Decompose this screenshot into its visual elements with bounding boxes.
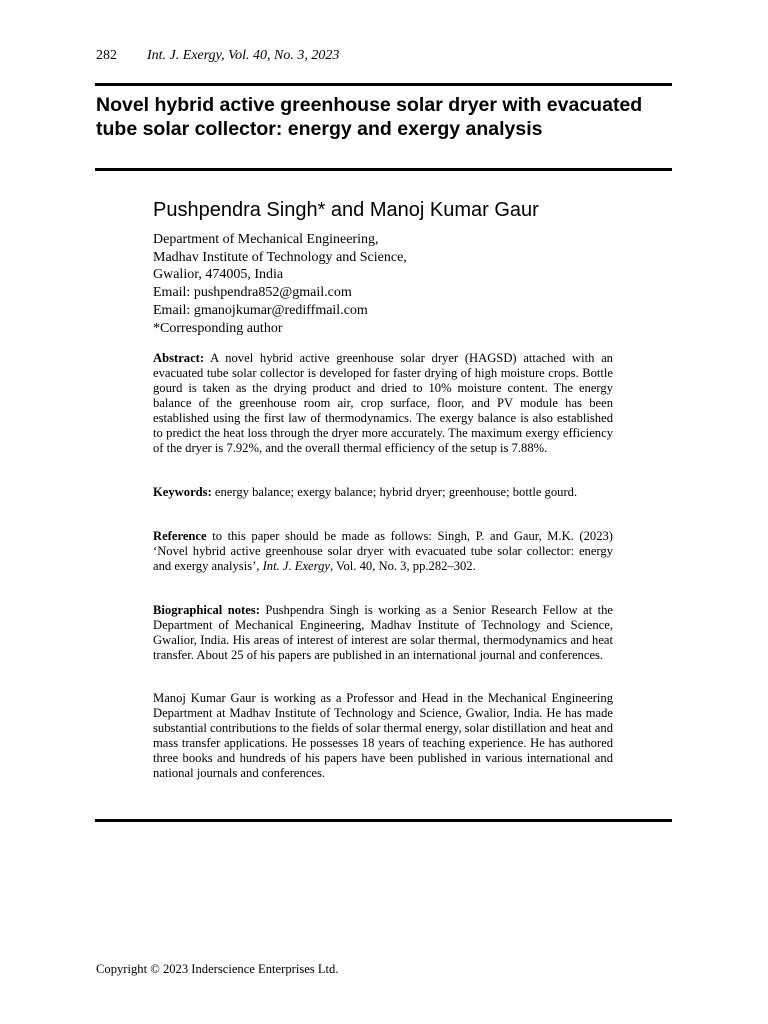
corresponding-author-note: *Corresponding author	[153, 320, 283, 336]
reference-volume: , Vol. 40, No. 3, pp.282–302.	[329, 559, 476, 573]
affiliation-block	[153, 231, 407, 337]
reference-label: Reference	[153, 529, 207, 543]
running-header	[96, 47, 339, 65]
paper-title: Novel hybrid active greenhouse solar dryer with evacuated tube solar collector: energy and exergy analysis	[96, 94, 643, 140]
biographical-notes	[153, 603, 613, 663]
affiliation-institute: Madhav Institute of Technology and Science,	[153, 249, 407, 265]
title-bottom-rule	[95, 168, 672, 171]
keywords-label: Keywords:	[153, 485, 212, 499]
journal-citation: Int. J. Exergy, Vol. 40, No. 3, 2023	[147, 48, 340, 63]
abstract	[153, 351, 613, 456]
biographical-text: Pushpendra Singh is working as a Senior Research Fellow at the Department of Mechanical Engineering, Madhav Institute of Technology and Science, Gwalior, India. His areas of interest of interest are solar thermal, thermodynamics and heat transfer. About 25 of his papers are published in an international journal and conferences.	[153, 603, 613, 662]
biographical-label: Biographical notes:	[153, 603, 260, 617]
affiliation-email-2: Email: gmanojkumar@rediffmail.com	[153, 302, 368, 318]
reference-note	[153, 529, 613, 574]
bottom-rule	[95, 819, 672, 822]
affiliation-email-1: Email: pushpendra852@gmail.com	[153, 285, 352, 301]
author-list: Pushpendra Singh* and Manoj Kumar Gaur	[153, 199, 539, 221]
abstract-text: A novel hybrid active greenhouse solar dryer (HAGSD) attached with an evacuated tube solar collector is developed for faster drying of high moisture crops. Bottle gourd is taken as the drying product and dried to 10% moisture content. The energy balance of the greenhouse room air, crop surface, floor, and PV module has been established using the first law of thermodynamics. The exergy balance is also established to predict the heat loss through the dryer more accurately. The maximum exergy efficiency of the dryer is 7.92%, and the overall thermal efficiency of the setup is 7.88%.	[153, 351, 613, 455]
abstract-label: Abstract:	[153, 351, 205, 365]
affiliation-city: Gwalior, 474005, India	[153, 267, 284, 283]
page-number: 282	[96, 48, 117, 63]
top-rule	[95, 83, 672, 86]
biographical-notes-second: Manoj Kumar Gaur is working as a Professor and Head in the Mechanical Engineering Department at Madhav Institute of Technology and Science, Gwalior, India. He has made substantial contributions to the fields of solar thermal energy, solar distillation and heat and mass transfer applications. He possesses 18 years of teaching experience. He has authored three books and hundreds of his papers have been published in various international and national journals and conferences.	[153, 691, 613, 780]
copyright-footer: Copyright © 2023 Inderscience Enterprises Ltd.	[96, 962, 339, 976]
reference-text: to this paper should be made as follows: Singh, P. and Gaur, M.K. (2023) ‘Novel hybrid active greenhouse solar dryer with evacuated tube solar collector: energy and exergy analysis’,	[153, 529, 613, 573]
reference-journal: Int. J. Exergy	[262, 559, 330, 573]
affiliation-department: Department of Mechanical Engineering,	[153, 232, 379, 247]
keywords-text: energy balance; exergy balance; hybrid dryer; greenhouse; bottle gourd.	[214, 485, 578, 499]
keywords	[153, 485, 613, 500]
